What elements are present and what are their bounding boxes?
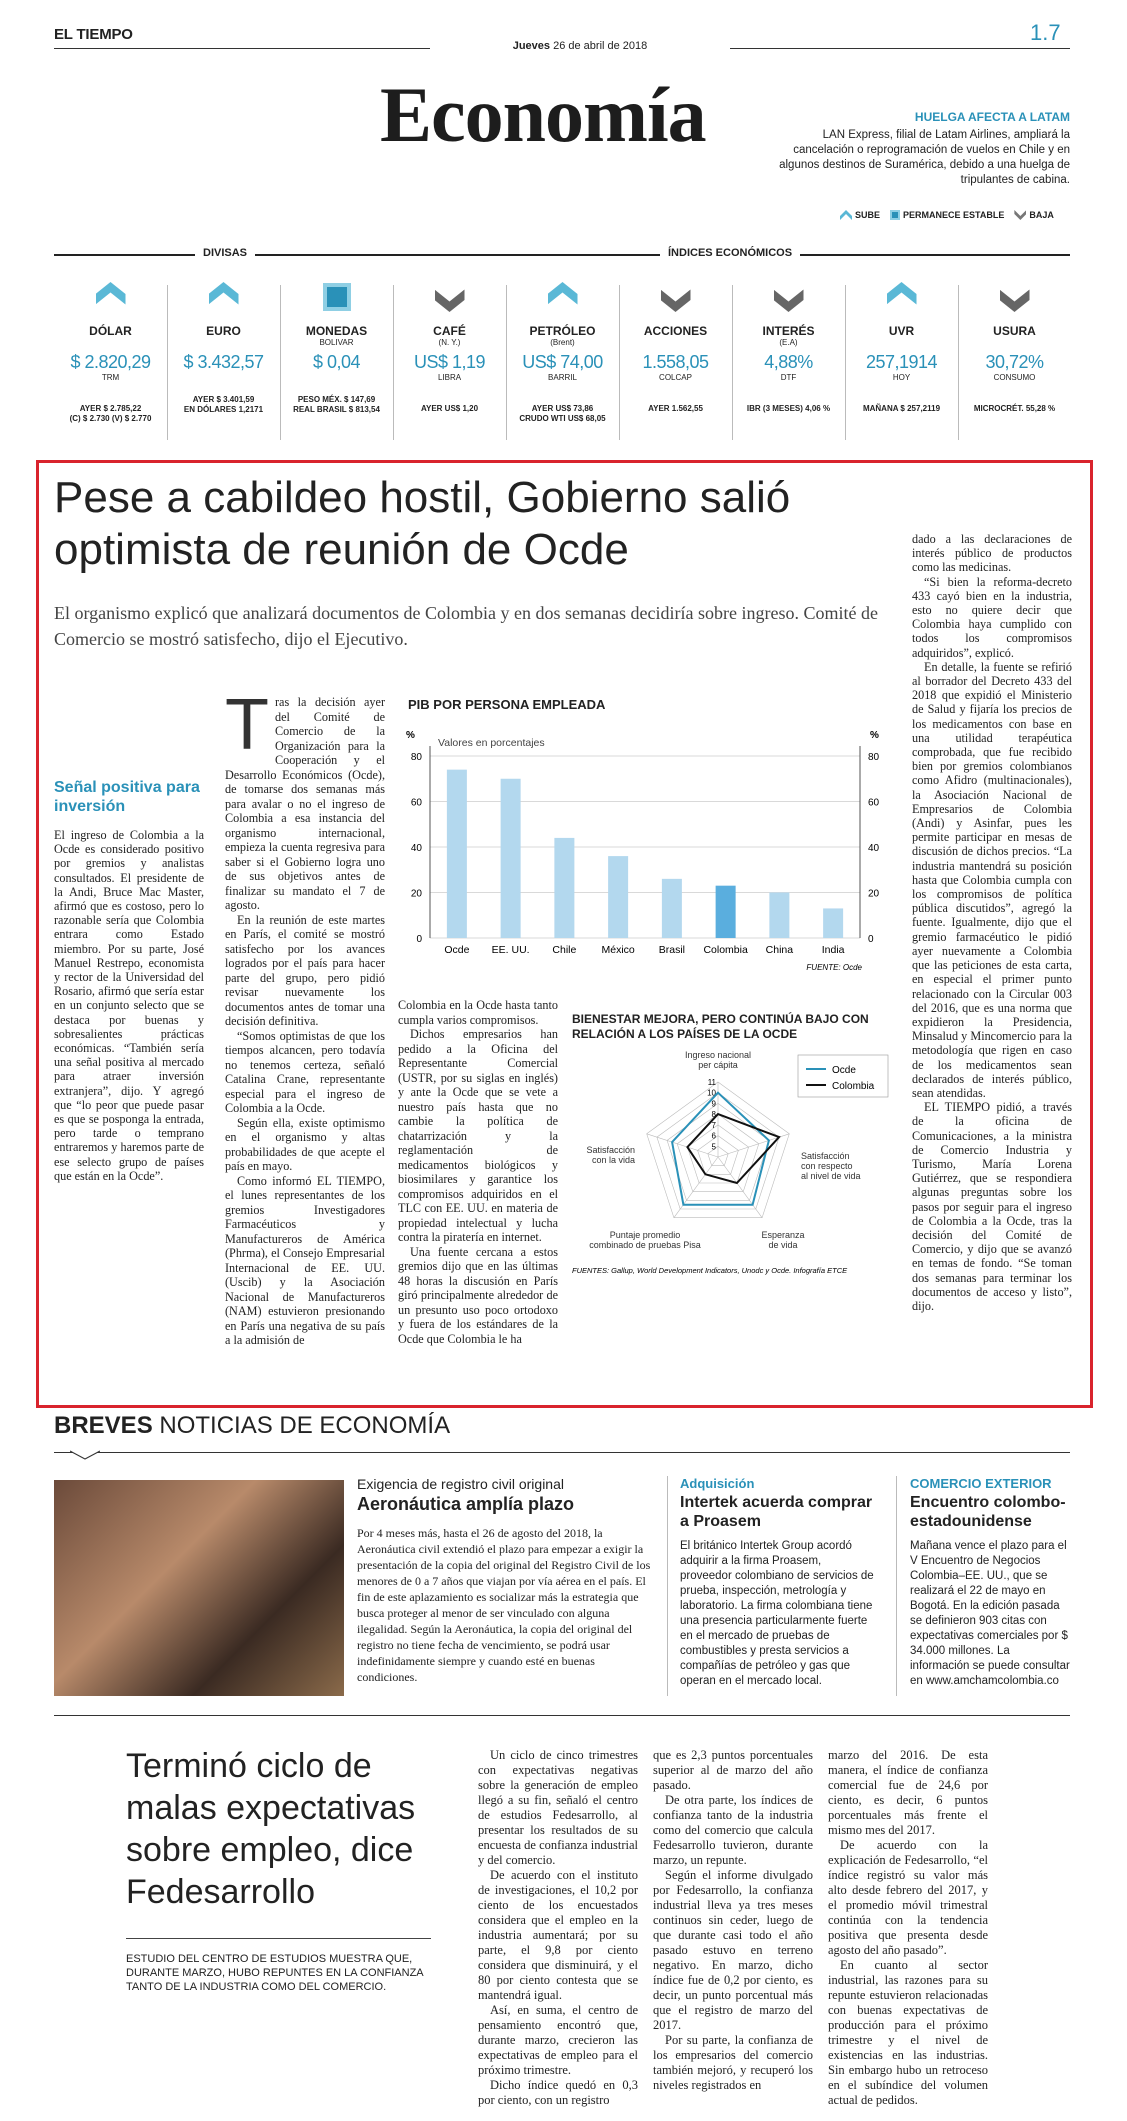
x-tick-label: India	[821, 944, 845, 956]
second-headline-rule	[126, 1938, 431, 1939]
radar-tick: 8	[711, 1110, 716, 1120]
y-unit-right: %	[870, 730, 879, 741]
market-name: ACCIONES	[643, 324, 708, 338]
bar-ocde	[447, 770, 467, 938]
y-tick-right: 40	[868, 843, 880, 854]
radar-chart-title: BIENESTAR MEJORA, PERO CONTINÚA BAJO CON RELACIÓN A LOS PAÍSES DE LA OCDE	[572, 1012, 869, 1041]
market-item-usura	[958, 280, 1071, 414]
second-column-2: que es 2,3 puntos porcentuales superior al de marzo del año pasado. De otra parte, los índices de confianza tanto de la industria como del comercio que calcula Fedesarrollo tuvieron, durante marzo, un repunte. Según el informe divulgado por Fedesarrollo, la confianza industrial lleva ya tres meses continuos sin ceder, luego de que durante casi todo el año pasado estuvo en terreno negativo. En marzo, dicho índice fue de 0,2 por ciento, es decir, un punto porcentual más que el registro de marzo del 2017. Por su parte, la confianza de los empresarios del comercio también mejoró, y recuperó los niveles registrados en	[653, 1748, 813, 2092]
market-separator	[280, 285, 281, 440]
brand-name: EL TIEMPO	[54, 26, 133, 43]
radar-tick: 9	[711, 1099, 716, 1109]
arrow-up-icon	[845, 280, 958, 314]
market-name: USURA	[993, 324, 1036, 338]
market-sub	[54, 338, 167, 348]
market-value: $ 3.432,57	[183, 352, 264, 372]
x-tick-label: México	[601, 944, 635, 956]
y-tick-right: 20	[868, 888, 880, 900]
main-headline: Pese a cabildeo hostil, Gobierno salió optimista de reunión de Ocde	[54, 473, 791, 574]
market-item-interés	[732, 280, 845, 414]
market-separator	[393, 285, 394, 440]
sidebar-heading: Señal positiva para inversión	[54, 779, 200, 815]
arrow-down-icon	[1014, 210, 1026, 220]
bar-chile	[554, 838, 574, 938]
market-unit: HOY	[892, 373, 911, 382]
market-item-dólar	[54, 280, 167, 424]
breves-header: BREVES NOTICIAS DE ECONOMÍA	[54, 1412, 451, 1439]
market-foot: AYER $ 2.785,22 (C) $ 2.730 (V) $ 2.770	[69, 404, 152, 423]
y-tick-right: 60	[868, 797, 880, 809]
market-separator	[619, 285, 620, 440]
radar-axis-label: Puntaje promedio combinado de pruebas Pisa	[589, 1230, 701, 1250]
trend-legend	[840, 210, 1054, 220]
radar-tick: 5	[711, 1142, 716, 1152]
arrow-down-icon	[619, 280, 732, 314]
radar-series-colombia	[687, 1114, 779, 1183]
arrow-up-icon	[54, 280, 167, 314]
second-headline: Terminó ciclo de malas expectativas sobre empleo, dice Fedesarrollo	[126, 1747, 416, 1911]
market-separator	[732, 285, 733, 440]
market-value: US$ 1,19	[413, 352, 486, 372]
market-name: DÓLAR	[89, 324, 132, 338]
market-foot: AYER US$ 73,86 CRUDO WTI US$ 68,05	[519, 404, 606, 423]
y-tick-right: 80	[868, 752, 880, 763]
bar-mxico	[608, 856, 628, 938]
market-foot: PESO MÉX. $ 147,69 REAL BRASIL $ 813,54	[293, 395, 380, 414]
market-item-monedas	[280, 280, 393, 415]
market-foot: MAÑANA $ 257,2119	[862, 404, 941, 413]
market-foot: AYER 1.562,55	[648, 404, 703, 413]
issue-date: Jueves 26 de abril de 2018	[430, 40, 730, 52]
stable-square-icon	[280, 280, 393, 314]
market-value: US$ 74,00	[522, 352, 603, 372]
stable-square-icon	[890, 210, 900, 220]
brief-divider	[896, 1476, 897, 1696]
drop-cap: T	[225, 685, 269, 765]
breves-notch-icon	[70, 1450, 100, 1460]
brief-intertek: Adquisición Intertek acuerda comprar a Proasem El británico Intertek Group acordó adquirir a la firma Proasem, proveedor colombiano de servicios de prueba, inspección, metrología y laboratorio. La firma colombiana tiene una presencia particularmente fuerte en el mercado de pruebas de combustibles y presta servicios a compañías de petróleo y gas que operan en el mercado local.	[680, 1476, 874, 1687]
arrow-down-icon	[732, 280, 845, 314]
radar-series-ocde	[672, 1093, 769, 1205]
arrow-up-icon	[506, 280, 619, 314]
market-foot: MICROCRÉT. 55,28 %	[973, 404, 1056, 413]
market-unit: COLCAP	[659, 373, 692, 382]
bar-chart	[400, 716, 900, 986]
x-tick-label: EE. UU.	[491, 944, 530, 956]
bar-colombia	[716, 886, 736, 938]
arrow-up-icon	[840, 210, 852, 220]
radar-source: FUENTES: Gallup, World Development Indicators, Unodc y Ocde. Infografía ETCE	[572, 1266, 848, 1275]
y-tick-left: 80	[410, 752, 422, 763]
radar-tick: 6	[711, 1131, 716, 1141]
market-item-acciones	[619, 280, 732, 414]
legend-up: SUBE	[840, 210, 880, 220]
legend-label-ocde: Ocde	[832, 1065, 856, 1076]
market-unit: LIBRA	[437, 373, 462, 382]
page-number: 1.7	[1030, 20, 1061, 45]
divisas-label: DIVISAS	[195, 247, 255, 259]
market-sub	[845, 338, 958, 348]
arrow-down-icon	[958, 280, 1071, 314]
market-separator	[506, 285, 507, 440]
market-sub: BOLIVAR	[319, 338, 354, 347]
legend-eq: PERMANECE ESTABLE	[890, 210, 1004, 220]
arrow-up-icon	[167, 280, 280, 314]
y-tick-left: 0	[416, 934, 422, 945]
second-column-3: marzo del 2016. De esta manera, el índice de confianza comercial fue de 24,6 por ciento, es decir, 6 puntos porcentuales más frente el mismo mes del 2017. De acuerdo con la explicación de Fedesarrollo, “el índice registró su valor más alto desde febrero del 2017, y el promedio móvil trimestral continúa con la tendencia positiva que presenta desde agosto del año pasado”. En cuanto al sector industrial, las razones para su repunte estuvieron relacionadas con buenas expectativas de producción para el próximo trimestre y el nivel de existencias en las industrias. Sin embargo hubo un retroceso en el subíndice del volumen actual de pedidos.	[828, 1748, 988, 2107]
bar-eeuu	[501, 779, 521, 938]
market-value: 1.558,05	[642, 352, 709, 372]
bar-chart-title: PIB POR PERSONA EMPLEADA	[408, 697, 606, 712]
market-sub: (E.A)	[779, 338, 798, 347]
radar-chart	[570, 1045, 900, 1280]
market-separator	[167, 285, 168, 440]
market-item-euro	[167, 280, 280, 415]
y-tick-left: 20	[410, 888, 422, 900]
market-name: CAFÉ	[433, 324, 466, 338]
airport-photo	[54, 1480, 344, 1696]
radar-spoke	[647, 1131, 718, 1157]
x-tick-label: Ocde	[444, 944, 470, 956]
market-sub: (Brent)	[550, 338, 575, 347]
market-value: $ 0,04	[312, 352, 361, 372]
market-sub	[958, 338, 1071, 348]
story-column-2: Colombia en la Ocde hasta tanto cumpla varios compromisos. Dichos empresarios han pedido a la Oficina del Representante Comercial (USTR, por su siglas en inglés) y ante la Ocde que se vete a nuestro país hasta que no cambie la política de chatarrización y la reglamentación de medicamentos biológicos y biosimilares y garantice los compromisos adquiridos en el TLC con EE. UU. en materia de propiedad intelectual y lucha contra la piratería en internet. Una fuente cercana a estos gremios dijo que en las últimas 48 horas la discusión en París giró principalmente alrededor de un presunto uso poco ortodoxo y fuera de los estándares de la Ocde que Colombia le ha	[398, 998, 558, 1346]
latam-brief-text: LAN Express, filial de Latam Airlines, ampliará la cancelación o reprogramación de vuelos en Chile y en algunos destinos de Suramérica, debido a una huelga de tripulantes de cabina.	[779, 129, 1070, 186]
market-value: $ 2.820,29	[70, 352, 151, 372]
market-name: UVR	[888, 324, 915, 338]
radar-tick: 11	[707, 1078, 716, 1087]
x-tick-label: Brasil	[658, 944, 686, 956]
brief-aeronautica: Exigencia de registro civil original Aeronáutica amplía plazo Por 4 meses más, hasta el 26 de agosto del 2018, la Aeronáutica civil extendió el plazo para empezar a exigir la presentación de la copia del original del Registro Civil de los menores de 0 a 7 años que viajan por vía aérea en el país. El fin de este aplazamiento es socializar más la estrategia que busca proteger al menor de ser vinculado con alguna ilegalidad. Según la Aeronáutica, la copia del original del registro no tiene fecha de vencimiento, se podrá usar indefinidamente siempre y cuando esté en buenas condiciones.	[357, 1476, 651, 1684]
market-separator	[958, 285, 959, 440]
radar-axis-label: Satisfacción con la vida	[586, 1145, 635, 1165]
radar-axis-label: Ingreso nacional per cápita	[684, 1050, 752, 1070]
market-sub	[167, 338, 280, 348]
chart-source: FUENTE: Ocde	[806, 963, 862, 972]
market-foot: AYER US$ 1,20	[420, 404, 479, 413]
y-tick-left: 60	[410, 797, 422, 809]
legend-down: BAJA	[1014, 210, 1054, 220]
market-item-café	[393, 280, 506, 414]
story-column-3: dado a las declaraciones de interés público de productos como las medicinas. “Si bien la reforma-decreto 433 cayó bien en la industria, esto no quiere decir que Colombia haya cumplido con todos los compromisos adquiridos”, explicó. En detalle, la fuente se refirió al borrador del Decreto 433 del 2018 que expidió el Ministerio de Salud y fijaría los precios de los medicamentos con base en una utilidad terapéutica comprobada, que fue recibido bien por gremios colombianos como Afidro (multinacionales), la Asociación Nacional de Empresarios de Colombia (Andi) y Asinfar, pues les permite participar en mesas de discusión de dichos precios. “La industria mantendrá su posición hasta que Colombia cumpla con los compromisos de política pública discutidos”, agregó la fuente. Igualmente, dijo que el gremio farmacéutico le pidió ayer nuevamente a Colombia que las peticiones de esta carta, en especial el primer punto relacionado con la Circular 003 del 2016, que es una norma que expidieron la Presidencia, Minsalud y Mincomercio para la metodología que rigen en caso de los medicamentos sean declarados de interés público, sean atendidas. EL TIEMPO pidió, a través de la oficina de Comunicaciones, a la ministra de Comercio Industria y Turismo, María Lorena Gutiérrez, que se respondiera algunas preguntas sobre los pasos por seguir para el ingreso de Colombia a la Ocde, tras la decisión del Comité de Comercio, y dijo que se avanzó en temas de fondo. “Se toman dos semanas para terminar los documentos de acceso y listo”, dijo.	[912, 532, 1072, 1313]
x-tick-label: China	[765, 944, 794, 956]
market-unit: BARRIL	[548, 373, 577, 382]
radar-axis-label: Satisfacción con respecto al nivel de vida	[801, 1151, 861, 1181]
bar-china	[769, 893, 789, 939]
market-item-petróleo	[506, 280, 619, 424]
brief-divider	[667, 1476, 668, 1696]
bar-india	[823, 908, 843, 938]
market-foot: IBR (3 MESES) 4,06 %	[746, 404, 831, 413]
market-name: INTERÉS	[762, 324, 815, 338]
chart-subtitle: Valores en porcentajes	[438, 737, 545, 749]
x-tick-label: Chile	[552, 944, 577, 956]
radar-tick: 10	[707, 1088, 716, 1098]
market-unit: CONSUMO	[993, 373, 1036, 382]
radar-tick: 7	[711, 1120, 716, 1130]
market-unit: TRM	[101, 373, 120, 382]
story-column-1: T ras la decisión ayer del Comité de Comercio de la Organización para la Cooperación y el Desarrollo Económicos (Ocde), de tomarse dos semanas más para avalar o no el ingreso de Colombia a esa instancia del organismo internacional, empieza la cuenta regresiva para saber si el Gobierno logra uno de sus objetivos antes de finalizar su mandato el 7 de agosto. En la reunión de este martes en París, el comité se mostró satisfecho por los avances logrados por el país para hacer parte del grupo, pero pidió revisar nuevamente los documentos antes de tomar una decisión definitiva. “Somos optimistas de que los tiempos alcancen, pero todavía no tenemos certeza, señaló Catalina Crane, representante especial para el ingreso de Colombia a la Ocde. Según ella, existe optimismo en el organismo y altas probabilidades de que acepte el país en mayo. Como informó EL TIEMPO, el lunes representantes de los gremios Investigadores Farmacéuticos y Manufactureros de América (Phrma), el Consejo Empresarial Internacional de EE. UU. (Uscib) y la Asociación Nacional de Manufactureros (NAM) estuvieron presionando en París una negativa de su país a la admisión de	[225, 685, 385, 1347]
market-sub: (N. Y.)	[438, 338, 461, 347]
breves-rule	[54, 1452, 1070, 1453]
arrow-down-icon	[393, 280, 506, 314]
brief-comercio: COMERCIO EXTERIOR Encuentro colombo-estadounidense Mañana vence el plazo para el V Encuentro de Negocios Colombia–EE. UU., que se realizará el 22 de mayo en Bogotá. En la edición pasada se definieron 903 citas con expectativas comerciales por $ 34.000 millones. La información se puede consultar en www.amchamcolombia.co	[910, 1476, 1070, 1687]
market-unit: DTF	[780, 373, 797, 382]
latam-brief	[770, 110, 1070, 188]
bar-brasil	[662, 879, 682, 938]
market-name: EURO	[206, 324, 241, 338]
radar-spoke	[718, 1157, 762, 1218]
y-unit-left: %	[406, 730, 415, 741]
market-name: MONEDAS	[305, 324, 368, 338]
x-tick-label: Colombia	[703, 944, 748, 956]
main-dek: El organismo explicó que analizará documentos de Colombia y en dos semanas decidiría sobre ingreso. Comité de Comercio se mostró satisfecho, dijo el Ejecutivo.	[54, 603, 878, 649]
y-tick-left: 40	[410, 843, 422, 854]
latam-brief-title: HUELGA AFECTA A LATAM	[914, 110, 1070, 124]
section-rule	[54, 1715, 1070, 1716]
market-foot: AYER $ 3.401,59 EN DÓLARES 1,2171	[183, 395, 264, 414]
y-tick-right: 0	[868, 934, 874, 945]
sidebar-text: El ingreso de Colombia a la Ocde es considerado positivo por gremios y analistas consultados. El presidente de la Andi, Bruce Mac Master, afirmó que es costoso, pero lo razonable sería que Colombia entrara como Estado miembro. Por su parte, José Manuel Restrepo, economista y rector de la Universidad del Rosario, afirmó que sería estar en un conjunto selecto que se destaca por buenas y sobresalientes prácticas económicas. “También sería una señal positiva al mercado para atraer inversión extranjera”, dijo. Y agregó que “lo peor que puede pasar es que se posponga la entrada, pero tarde o temprano entraremos y haremos parte de ese selecto grupo de países que están en la Ocde”.	[54, 828, 204, 1183]
second-column-1: Un ciclo de cinco trimestres con expectativas negativas sobre la generación de empleo llegó a su fin, señaló el centro de estudios Fedesarrollo, al presentar los resultados de su encuesta de confianza industrial y del comercio. De acuerdo con el instituto de investigaciones, el 10,2 por ciento de los encuestados considera que el empleo en la industria aumentará; por su parte, el 9,8 por ciento considera que disminuirá, y el 80 por ciento contesta que se mantendrá igual. Así, en suma, el centro de pensamiento encontró que, durante marzo, crecieron las expectativas de empleo para el próximo trimestre. Dicho índice quedó en 0,3 por ciento, con un registro	[478, 1748, 638, 2107]
second-dek: ESTUDIO DEL CENTRO DE ESTUDIOS MUESTRA QUE, DURANTE MARZO, HUBO REPUNTES EN LA CONFIANZA TANTO DE LA INDUSTRIA COMO DEL COMERCIO.	[126, 1953, 424, 1993]
market-value: 257,1914	[865, 352, 938, 372]
radar-axis-label: Esperanza de vida	[761, 1230, 805, 1250]
market-item-uvr	[845, 280, 958, 414]
indices-label: ÍNDICES ECONÓMICOS	[660, 247, 800, 259]
section-title: Economía	[380, 71, 706, 158]
market-separator	[845, 285, 846, 440]
legend-label-colombia: Colombia	[832, 1081, 875, 1092]
market-value: 30,72%	[985, 352, 1044, 372]
market-name: PETRÓLEO	[529, 324, 596, 338]
market-sub	[619, 338, 732, 348]
market-value: 4,88%	[764, 352, 813, 372]
